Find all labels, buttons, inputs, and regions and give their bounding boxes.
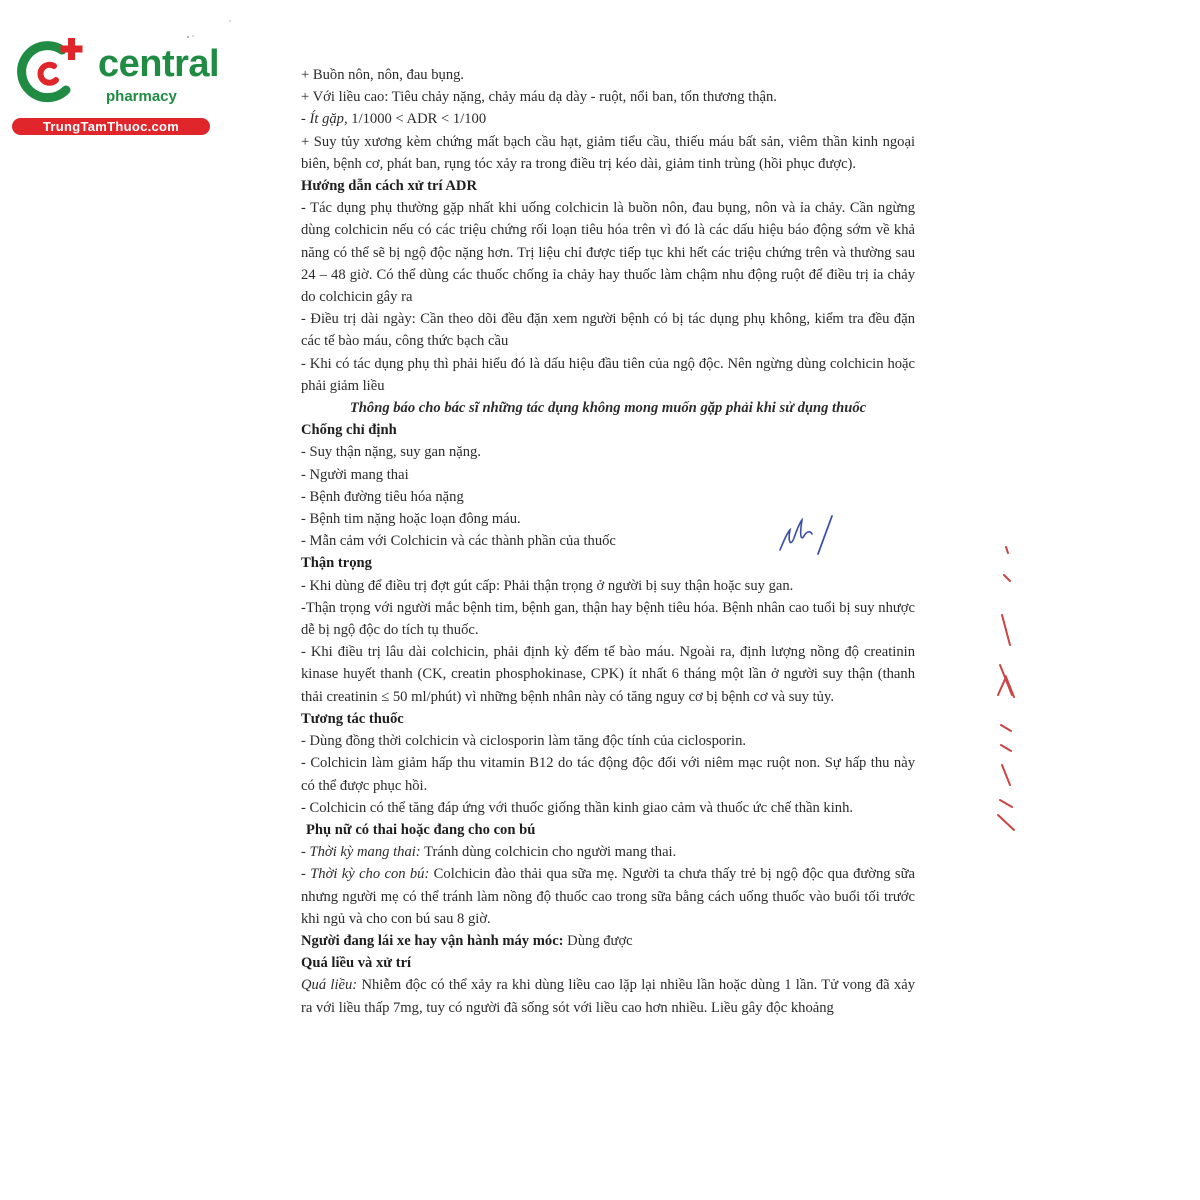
pregnancy-label: - Thời kỳ mang thai:: [301, 844, 421, 861]
paragraph: - Khi dùng để điều trị đợt gút cấp: Phải thận trọng ở người bị suy thận hoặc suy gan.: [301, 577, 794, 594]
section-heading-contraindications: Chống chỉ định: [301, 422, 397, 439]
central-pharmacy-logo-mark-icon: [10, 36, 90, 108]
list-item: - Suy thận nặng, suy gan nặng.: [301, 444, 481, 461]
breastfeeding-label: - Thời kỳ cho con bú:: [301, 866, 430, 883]
side-effect-item: + Suy tủy xương kèm chứng mất bạch cầu hạt, giảm tiểu cầu, thiếu máu bất sản, viêm thần kinh ngoại biên, bệnh cơ, phát ban, rụng tóc xảy ra trong điều trị kéo dài, giảm tinh trùng (hồi phục được).: [301, 133, 915, 172]
frequency-line: [301, 108, 915, 130]
list-item: - Bệnh đường tiêu hóa nặng: [301, 488, 464, 505]
red-stamp-edge-marks: [992, 545, 1020, 835]
handwritten-signature: [770, 510, 840, 560]
paragraph: - Colchicin làm giảm hấp thu vitamin B12 do tác động độc đối với niêm mạc ruột non. Sự hấp thu này có thể được phục hồi.: [301, 755, 915, 794]
section-heading-driving: Người đang lái xe hay vận hành máy móc:: [301, 932, 564, 949]
frequency-label: - Ít gặp,: [301, 111, 348, 128]
paragraph: -Thận trọng với người mắc bệnh tim, bệnh gan, thận hay bệnh tiêu hóa. Bệnh nhân cao tuổi bị suy nhược dễ bị ngộ độc do tích tụ thuốc.: [301, 599, 915, 639]
breastfeeding-text: Colchicin đào thải qua sữa mẹ. Người ta chưa thấy trẻ bị ngộ độc qua đường sữa nhưng người mẹ có thể tránh làm nồng độ thuốc cao trong sữa bằng cách uống thuốc vào buổi tối trước khi ngủ và cho con bú sau 8 giờ.: [301, 866, 915, 927]
logo-subtitle: pharmacy: [106, 88, 177, 105]
frequency-value: 1/1000 < ADR < 1/100: [351, 111, 487, 128]
list-item: - Mẫn cảm với Colchicin và các thành phần của thuốc: [301, 533, 616, 550]
paragraph: [301, 841, 915, 863]
list-item: - Người mang thai: [301, 466, 409, 483]
section-heading-interactions: Tương tác thuốc: [301, 710, 404, 727]
paragraph: - Tác dụng phụ thường gặp nhất khi uống colchicin là buồn nôn, đau bụng, nôn và ỉa chảy. Cần ngừng dùng colchicin nếu có các triệu chứng rối loạn tiêu hóa trên vì đó là các dấu hiệu báo động sớm về khả năng có thể sẽ bị ngộ độc nặng hơn. Trị liệu chỉ được tiếp tục khi hết các triệu chứng trên và thường sau 24 – 48 giờ. Có thể dùng các thuốc chống ỉa chảy hay thuốc làm chậm nhu động ruột để điều trị ỉa chảy do colchicin gây ra: [301, 200, 915, 306]
driving-value: Dùng được: [563, 932, 633, 949]
overdose-label: Quá liều:: [301, 977, 358, 994]
logo-wordmark: central: [98, 43, 220, 85]
side-effect-item: + Buồn nôn, nôn, đau bụng.: [301, 67, 465, 83]
paragraph: [301, 863, 915, 930]
paragraph: - Điều trị dài ngày: Cần theo dõi đều đặn xem người bệnh có bị tác dụng phụ không, kiểm tra đều đặn các tế bào máu, công thức bạch cầu: [301, 311, 915, 350]
driving-line: [301, 930, 915, 952]
central-pharmacy-logo: [10, 36, 220, 136]
paragraph: - Colchicin có thể tăng đáp ứng với thuốc giống thần kinh giao cảm và thuốc ức chế thần kinh.: [301, 799, 854, 816]
section-heading-pregnancy: Phụ nữ có thai hoặc đang cho con bú: [306, 821, 536, 838]
section-heading-adr-handling: Hướng dẫn cách xử trí ADR: [301, 178, 478, 195]
paragraph: [301, 974, 915, 1018]
list-item: - Bệnh tim nặng hoặc loạn đông máu.: [301, 511, 521, 528]
scan-speck-marks: [180, 15, 240, 45]
paragraph: - Khi điều trị lâu dài colchicin, phải định kỳ đếm tế bào máu. Ngoài ra, định lượng nồng độ creatinin kinase huyết thanh (CK, creatin phosphokinase, CPK) ít nhất 6 tháng một lần ở người suy thận (thanh thải creatinin ≤ 50 ml/phút) vì những bệnh nhân này có tăng nguy cơ bị bệnh cơ và suy tủy.: [301, 644, 915, 705]
section-heading-overdose: Quá liều và xử trí: [301, 955, 412, 972]
side-effect-item: + Với liều cao: Tiêu chảy nặng, chảy máu dạ dày - ruột, nổi ban, tổn thương thận.: [301, 89, 777, 106]
section-heading-precautions: Thận trọng: [301, 555, 372, 572]
notice-line: Thông báo cho bác sĩ những tác dụng không mong muốn gặp phải khi sử dụng thuốc: [349, 400, 867, 417]
overdose-text: Nhiễm độc có thể xảy ra khi dùng liều cao lặp lại nhiều lần hoặc dùng 1 lần. Tử vong đã xảy ra với liều thấp 7mg, tuy có người đã sống sót với liều cao hơn nhiều. Liều gây độc khoảng: [301, 977, 915, 1016]
pregnancy-text: Tránh dùng colchicin cho người mang thai.: [424, 844, 677, 861]
logo-website-badge: TrungTamThuoc.com: [12, 118, 210, 135]
paragraph: - Dùng đồng thời colchicin và ciclosporin làm tăng độc tính của ciclosporin.: [301, 733, 747, 750]
paragraph: - Khi có tác dụng phụ thì phải hiểu đó là dấu hiệu đầu tiên của ngộ độc. Nên ngừng dùng colchicin hoặc phải giảm liều: [301, 355, 915, 394]
